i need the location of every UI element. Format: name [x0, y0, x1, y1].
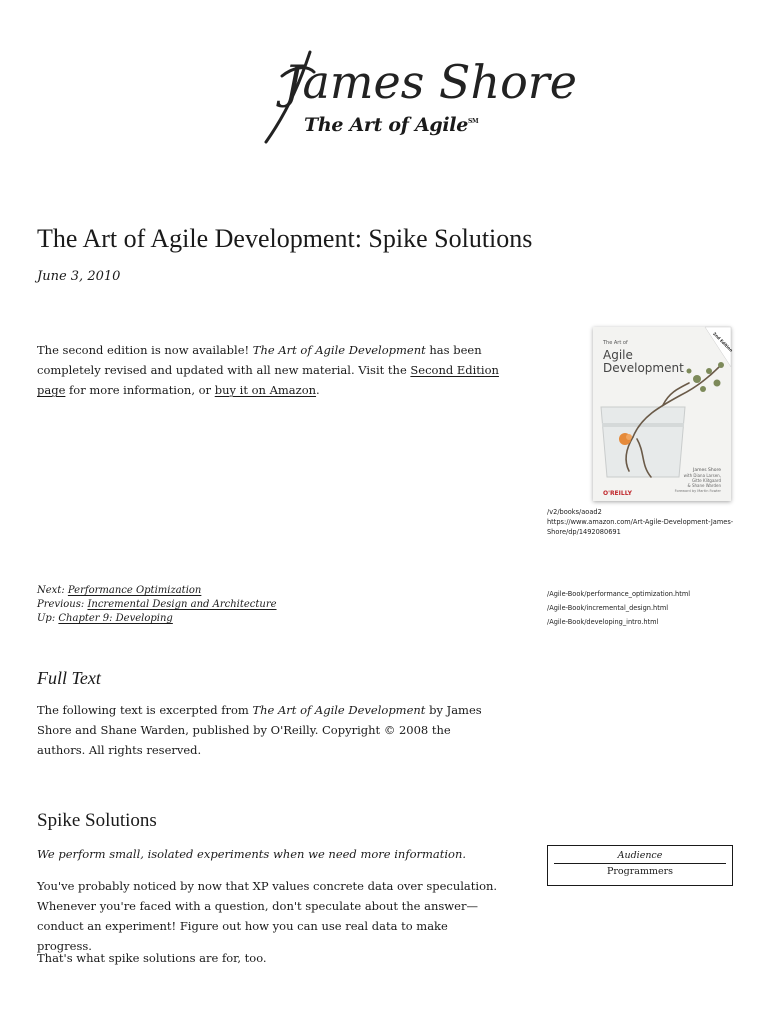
- book-title: The Art of Agile Development: [252, 703, 426, 717]
- section-paragraph-2: That's what spike solutions are for, too.: [37, 951, 267, 965]
- nav-prev-url: /Agile-Book/incremental_design.html: [547, 604, 669, 612]
- amazon-link[interactable]: buy it on Amazon: [214, 383, 317, 397]
- chapter-navigation: [37, 584, 277, 626]
- full-text-paragraph: The following text is excerpted from The Art of Agile Development by James Shore and Shane Warden, published by O'Reilly. Copyright © 2008 the authors. All rights reserved.: [37, 703, 482, 757]
- cover-link-path: /v2/books/aoad2: [547, 508, 602, 516]
- nav-up-url: /Agile-Book/developing_intro.html: [547, 618, 659, 626]
- audience-value: Programmers: [607, 866, 673, 877]
- book-cover-art: [593, 327, 734, 501]
- up-link[interactable]: Chapter 9: Developing: [58, 613, 173, 624]
- signature-logo: [262, 46, 577, 118]
- nav-next-url: /Agile-Book/performance_optimization.html: [547, 590, 691, 598]
- section-summary: We perform small, isolated experiments when we need more information.: [37, 847, 467, 861]
- audience-box: [547, 845, 733, 886]
- logo-tagline: The Art of Agile℠: [304, 114, 479, 136]
- second-edition-notice: The second edition is now available! The Art of Agile Development has been completely revised and updated with all new material. Visit the Second Edition page for more information, or buy it on Amazon.: [37, 343, 499, 397]
- nav-previous: Previous: Incremental Design and Architecture: [37, 599, 277, 610]
- section-heading: Spike Solutions: [37, 810, 157, 831]
- cover-author-2: with Diana Larsen,: [683, 473, 721, 478]
- cover-foreword: Foreword by Martin Fowler: [674, 489, 721, 493]
- book-cover-image[interactable]: [593, 327, 734, 501]
- cover-author-1: James Shore: [693, 468, 721, 473]
- service-mark: SM: [468, 118, 479, 125]
- nav-up: Up: Chapter 9: Developing: [37, 613, 173, 624]
- book-title: The Art of Agile Development: [252, 343, 426, 357]
- full-text-heading: Full Text: [37, 668, 101, 688]
- site-logo[interactable]: [262, 46, 577, 146]
- second-edition-link[interactable]: Second Edition page: [37, 363, 499, 397]
- cover-series: The Art of: [603, 340, 628, 346]
- next-link[interactable]: Performance Optimization: [67, 585, 202, 596]
- svg-text:Agile: Agile: [603, 348, 633, 362]
- cover-publisher: O'REILLY: [603, 490, 632, 497]
- cover-edition: 2nd Edition: [712, 331, 734, 353]
- cover-author-4: & Shane Warden: [687, 483, 721, 488]
- page-title: The Art of Agile Development: Spike Solutions: [37, 224, 533, 253]
- cover-link-note: [547, 507, 737, 537]
- logo-wordmark: James Shore: [284, 55, 577, 109]
- cover-author-3: Gitte Klitgaard: [691, 478, 721, 483]
- section-paragraph-1: You've probably noticed by now that XP values concrete data over speculation. Whenever you're faced with a question, don't speculate about the answer—conduct an experiment! Figure out how you can use real data to make progress.: [37, 879, 498, 953]
- previous-link[interactable]: Incremental Design and Architecture: [87, 599, 277, 610]
- cover-link-amazon: https://www.amazon.com/Art-Agile-Development-James-Shore/dp/1492080691: [547, 518, 734, 536]
- nav-next: Next: Performance Optimization: [37, 585, 202, 596]
- publish-date: June 3, 2010: [37, 269, 121, 284]
- nav-link-notes: [547, 587, 737, 629]
- audience-label: Audience: [554, 849, 726, 864]
- svg-text:Development: Development: [603, 361, 684, 375]
